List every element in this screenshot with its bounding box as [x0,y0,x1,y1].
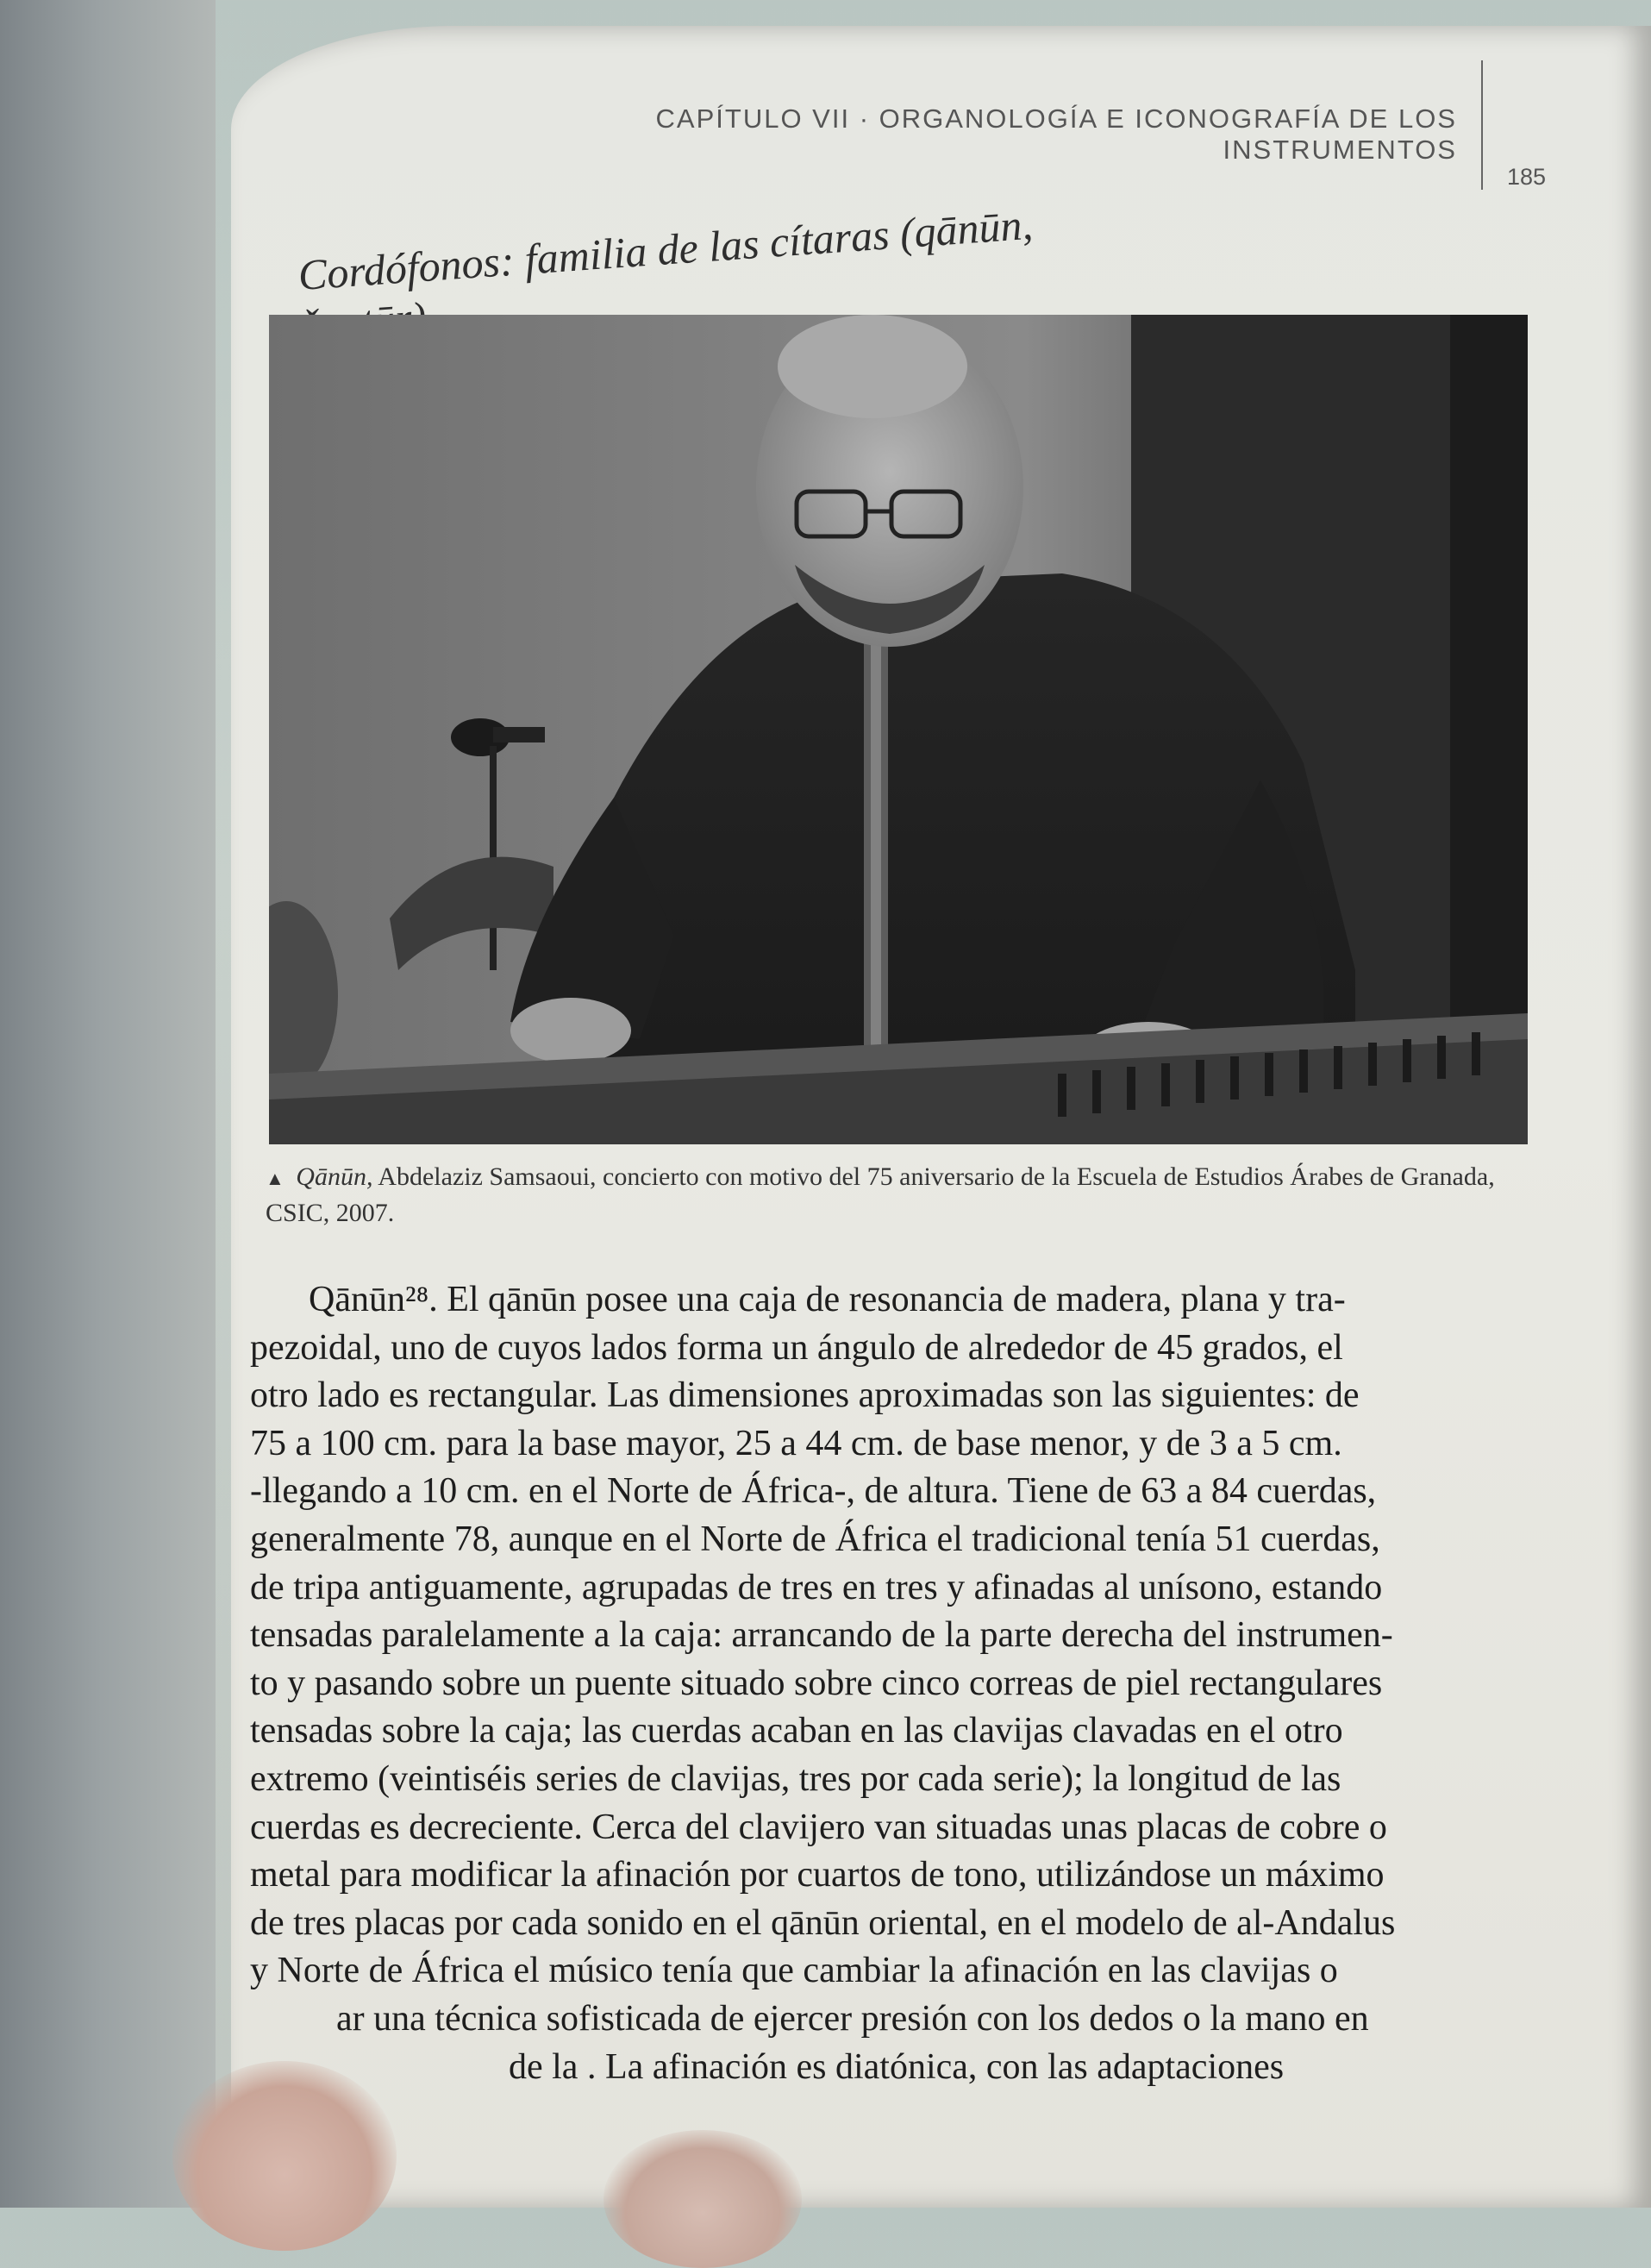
finger-occlusion [603,2130,802,2268]
caption-triangle-icon: ▲ [266,1168,285,1189]
body-line: de la . La afinación es diatónica, con las adaptaciones [509,2046,1285,2087]
body-line: y Norte de África el músico tenía que cambiar la afinación en las clavijas o [250,1951,1338,1991]
body-line: Qānūn²⁸. El qānūn posee una caja de resonancia de madera, plana y tra- [309,1280,1346,1319]
body-paragraph [250,1276,1604,2091]
facing-page-edge [0,0,216,2208]
photo-caption [266,1160,1533,1231]
section-title: Cordófonos: familia de las cítaras (qānūn, [296,199,1035,300]
body-line: tensadas paralelamente a la caja: arrancando de la parte derecha del instrumen- [250,1615,1393,1656]
body-line: otro lado es rectangular. Las dimensiones aproximadas son las siguientes: de [250,1375,1360,1416]
running-head-divider [1481,60,1483,190]
finger-occlusion [172,2061,397,2251]
body-line: cuerdas es decreciente. Cerca del clavijero van situadas unas placas de cobre o [250,1807,1387,1847]
photo-illustration [269,315,1528,1144]
page-number: 185 [1507,164,1547,190]
body-line: de tripa antiguamente, agrupadas de tres en tres y afinadas al unísono, estando [250,1567,1383,1607]
running-head-chapter: CAPÍTULO VII · ORGANOLOGÍA E ICONOGRAFÍA DE LOS INSTRUMENTOS [655,103,1457,165]
body-line: -llegando a 10 cm. en el Norte de África-, de altura. Tiene de 63 a 84 cuerdas, [250,1471,1377,1512]
body-line: tensadas sobre la caja; las cuerdas acaban en las clavijas clavadas en el otro [250,1711,1343,1751]
body-line: ar una técnica sofisticada de ejercer presión con los dedos o la mano en [336,1998,1369,2039]
body-line: 75 a 100 cm. para la base mayor, 25 a 44 cm. de base menor, y de 3 a 5 cm. [250,1423,1342,1463]
body-line: generalmente 78, aunque en el Norte de África el tradicional tenía 51 cuerdas, [250,1519,1380,1559]
caption-instrument: Qānūn, [296,1162,373,1191]
body-line: to y pasando sobre un puente situado sobre cinco correas de piel rectangulares [250,1663,1383,1703]
photo-qanun-performer [269,315,1528,1144]
caption-text: Abdelaziz Samsaoui, concierto con motivo del 75 aniversario de la Escuela de Estudios Árabes de Granada, CSIC, 2007. [266,1162,1495,1227]
body-line: de tres placas por cada sonido en el qānūn oriental, en el modelo de al-Andalus [250,1902,1396,1943]
body-line: metal para modificar la afinación por cuartos de tono, utilizándose un máximo [250,1855,1385,1895]
body-line: extremo (veintiséis series de clavijas, tres por cada serie); la longitud de las [250,1758,1341,1799]
body-line: pezoidal, uno de cuyos lados forma un ángulo de alrededor de 45 grados, el [250,1327,1343,1368]
